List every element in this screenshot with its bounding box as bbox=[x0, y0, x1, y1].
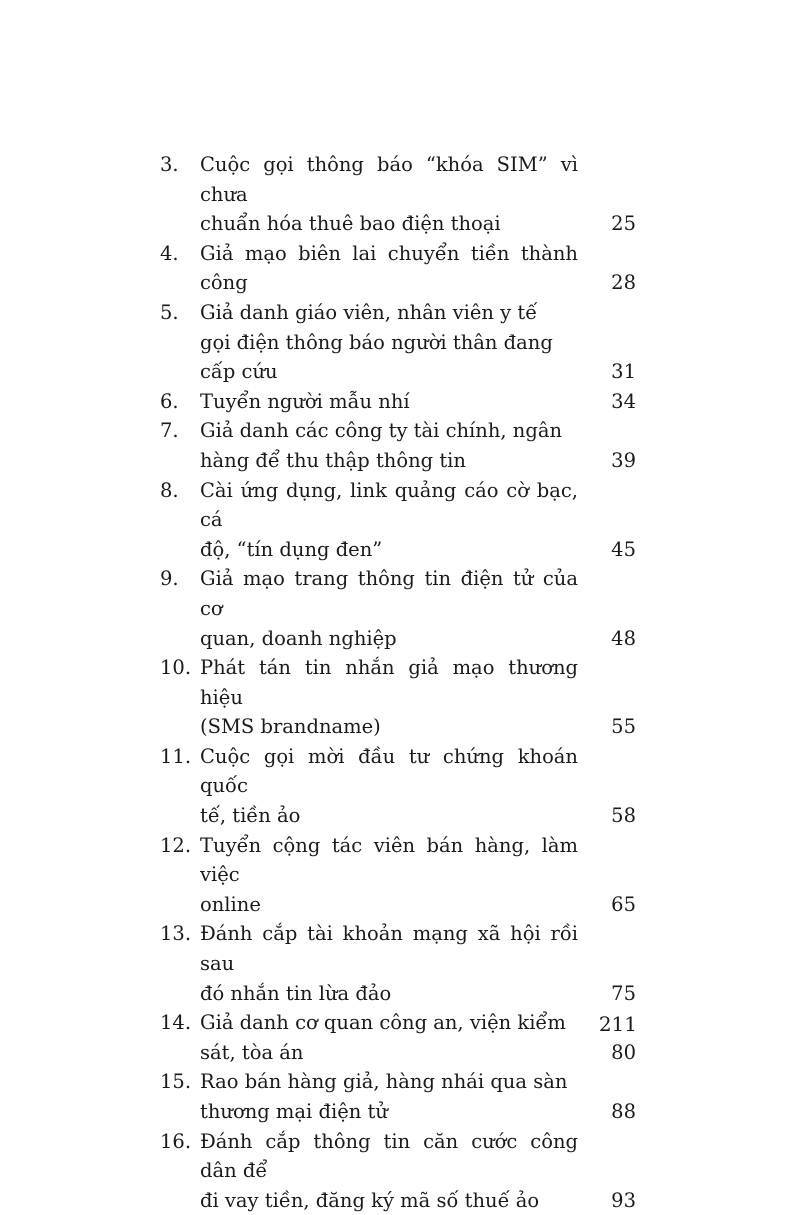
toc-entry bbox=[160, 387, 636, 417]
toc-entry bbox=[160, 742, 636, 831]
toc-entry-number: 13. bbox=[160, 922, 192, 946]
toc-entry-title-line: độ, “tín dụng đen” bbox=[200, 537, 383, 561]
toc-entry-title-line: hàng để thu thập thông tin bbox=[200, 448, 466, 472]
toc-entry-title-line: Tuyển cộng tác viên bán hàng, làm việc bbox=[200, 833, 578, 887]
toc-entry-title bbox=[200, 1067, 636, 1126]
toc-entry-title bbox=[200, 387, 636, 417]
toc-entry-title-line: thương mại điện tử bbox=[200, 1100, 388, 1123]
toc-entry-title-line: Tuyển người mẫu nhí bbox=[200, 389, 410, 413]
toc-entry-title-line: Giả danh cơ quan công an, viện kiểm bbox=[200, 1011, 566, 1035]
toc-entry-title-line: đi vay tiền, đăng ký mã số thuế ảo bbox=[200, 1188, 540, 1212]
toc-entry-number: 11. bbox=[160, 744, 192, 768]
toc-entry-page: 39 bbox=[611, 448, 636, 472]
toc-entry-number: 12. bbox=[160, 833, 192, 857]
table-of-contents bbox=[160, 150, 636, 1215]
toc-entry bbox=[160, 150, 636, 239]
toc-entry-title-line: Giả mạo trang thông tin điện tử của cơ bbox=[200, 567, 578, 620]
toc-entry-title bbox=[200, 919, 636, 1008]
toc-entry-page: 80 bbox=[611, 1040, 636, 1064]
toc-entry-number: 8. bbox=[160, 478, 179, 502]
toc-entry bbox=[160, 831, 636, 920]
toc-entry-page: 25 bbox=[611, 212, 636, 236]
toc-entry-page: 55 bbox=[611, 715, 636, 739]
toc-entry bbox=[160, 476, 636, 565]
toc-entry bbox=[160, 239, 636, 298]
toc-entry-page: 75 bbox=[611, 981, 636, 1005]
toc-entry-title bbox=[200, 298, 636, 387]
toc-entry-title-line: sát, tòa án bbox=[200, 1040, 304, 1064]
toc-entry bbox=[160, 298, 636, 387]
toc-entry-number: 10. bbox=[160, 656, 192, 680]
toc-entry-title-line: đó nhắn tin lừa đảo bbox=[200, 981, 392, 1005]
toc-entry bbox=[160, 919, 636, 1008]
toc-entry-page: 48 bbox=[611, 626, 636, 650]
toc-entry-number: 4. bbox=[160, 241, 179, 265]
toc-entry-title-line: Cuộc gọi thông báo “khóa SIM” vì chưa bbox=[200, 153, 578, 206]
toc-entry-title-line: chuẩn hóa thuê bao điện thoại bbox=[200, 212, 501, 236]
toc-entry-title bbox=[200, 416, 636, 475]
toc-entry bbox=[160, 564, 636, 653]
toc-entry-number: 7. bbox=[160, 419, 179, 443]
toc-entry-page: 65 bbox=[611, 892, 636, 916]
toc-entry-title bbox=[200, 564, 636, 653]
toc-entry-title bbox=[200, 1008, 636, 1067]
toc-entry-title bbox=[200, 742, 636, 831]
toc-entry bbox=[160, 1067, 636, 1126]
toc-entry-title-line: Giả danh giáo viên, nhân viên y tế bbox=[200, 300, 538, 324]
toc-entry-title-line: Cài ứng dụng, link quảng cáo cờ bạc, cá bbox=[200, 478, 578, 532]
toc-entry-title-line: quan, doanh nghiệp bbox=[200, 626, 397, 650]
toc-entry-number: 9. bbox=[160, 567, 179, 591]
toc-entry-title-line: tế, tiền ảo bbox=[200, 804, 301, 828]
toc-entry-number: 3. bbox=[160, 153, 179, 176]
toc-entry-title-line: Rao bán hàng giả, hàng nhái qua sàn bbox=[200, 1070, 568, 1094]
toc-entry-title bbox=[200, 1127, 636, 1215]
toc-entry-page: 88 bbox=[611, 1100, 636, 1123]
toc-entry-title-line: cấp cứu bbox=[200, 360, 278, 384]
toc-entry-number: 5. bbox=[160, 300, 179, 324]
toc-entry-title-line: Đánh cắp thông tin căn cước công dân để bbox=[200, 1129, 578, 1183]
toc-entry-title-line: online bbox=[200, 892, 261, 916]
toc-entry-title-line: Phát tán tin nhắn giả mạo thương hiệu bbox=[200, 656, 578, 709]
toc-entry-title bbox=[200, 239, 636, 298]
toc-entry-page: 34 bbox=[611, 389, 636, 413]
toc-entry-title-line: gọi điện thông báo người thân đang bbox=[200, 330, 553, 354]
toc-entry-page: 93 bbox=[611, 1188, 636, 1212]
toc-entry-title bbox=[200, 476, 636, 565]
toc-entry-number: 16. bbox=[160, 1129, 192, 1153]
toc-entry bbox=[160, 1008, 636, 1067]
toc-entry-title-line: Đánh cắp tài khoản mạng xã hội rồi sau bbox=[200, 922, 578, 976]
toc-entry-page: 31 bbox=[611, 360, 636, 384]
page-number: 211 bbox=[598, 1012, 637, 1036]
toc-entry-title-line: (SMS brandname) bbox=[200, 715, 381, 739]
toc-entry-number: 15. bbox=[160, 1070, 192, 1094]
toc-entry-title-line: Giả danh các công ty tài chính, ngân bbox=[200, 419, 563, 443]
toc-entry-page: 45 bbox=[611, 537, 636, 561]
toc-entry-title-line: Cuộc gọi mời đầu tư chứng khoán quốc bbox=[200, 744, 578, 798]
toc-entry-number: 14. bbox=[160, 1011, 192, 1035]
toc-entry bbox=[160, 653, 636, 742]
toc-entry-title-line: Giả mạo biên lai chuyển tiền thành công bbox=[200, 241, 578, 295]
toc-entry-page: 28 bbox=[611, 271, 636, 295]
toc-entry bbox=[160, 1127, 636, 1215]
toc-entry-page: 58 bbox=[611, 804, 636, 828]
toc-entry-title bbox=[200, 150, 636, 239]
toc-entry-title bbox=[200, 831, 636, 920]
toc-entry-title bbox=[200, 653, 636, 742]
toc-entry bbox=[160, 416, 636, 475]
toc-entry-number: 6. bbox=[160, 389, 179, 413]
